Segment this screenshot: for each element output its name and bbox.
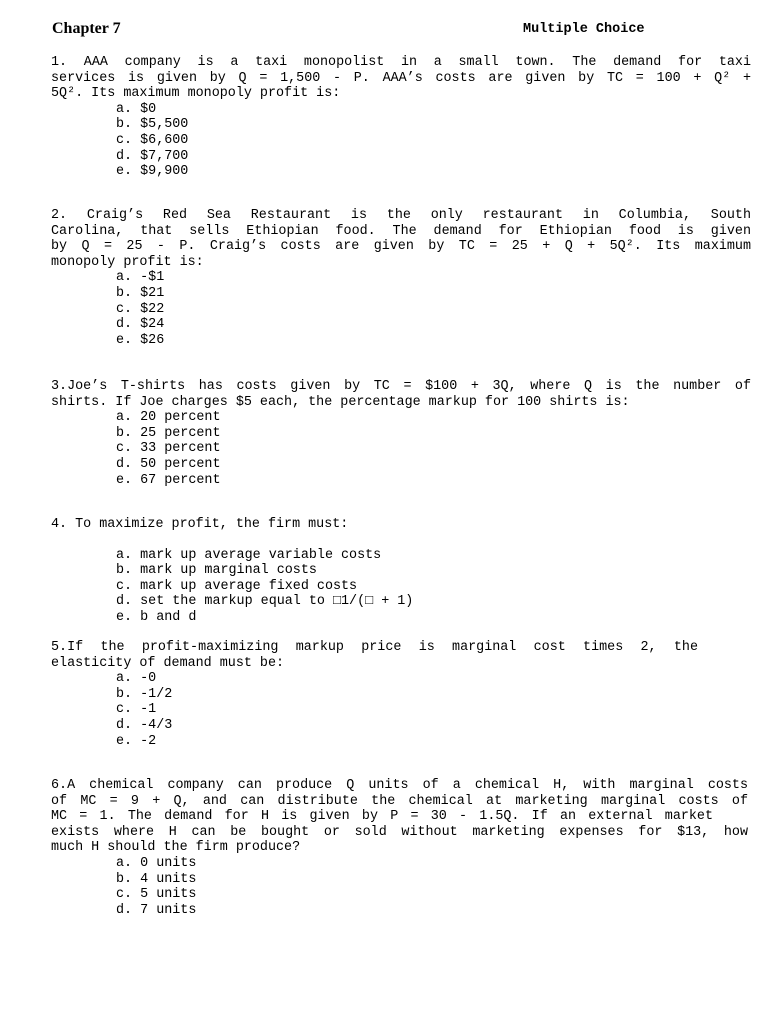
option-b: b. $5,500 [116,117,189,133]
option-d: d. set the markup equal to □1/(□ + 1) [116,594,414,610]
option-d: d. -4/3 [116,717,173,733]
option-a: a. -0 [116,671,157,687]
question-6-options [51,856,748,918]
option-d: d. $7,700 [116,148,189,164]
option-b: b. mark up marginal costs [116,563,317,579]
option-e: e. $9,900 [116,164,189,180]
option-a: a. mark up average variable costs [116,547,382,563]
option-c: c. $6,600 [116,132,189,148]
question-3 [51,379,751,488]
option-b: b. -1/2 [116,686,173,702]
option-d: d. $24 [116,317,165,333]
option-e: e. b and d [116,609,197,625]
question-6-line-5: much H should the firm produce? [51,840,301,856]
question-6-line-4: exists where H can be bought or sold without marketing expenses for $13, how [51,824,748,840]
question-6-line-1: 6.A chemical company can produce Q units of a chemical H, with marginal costs [51,778,748,793]
option-c: c. 5 units [116,887,197,903]
question-4-line-1: 4. To maximize profit, the firm must: [51,517,349,532]
question-6 [51,778,748,918]
question-4-options [51,548,751,626]
question-2-line-1: 2. Craig’s Red Sea Restaurant is the only restaurant in Columbia, South [51,208,751,223]
question-2-line-3: by Q = 25 - P. Craig’s costs are given by TC = 25 + Q + 5Q². Its maximum [51,239,751,255]
option-a: a. $0 [116,101,157,117]
question-5-options [51,671,751,749]
question-6-line-2: of MC = 9 + Q, and can distribute the chemical at marketing marginal costs of [51,793,748,809]
option-a: a. 20 percent [116,410,221,426]
question-5 [51,640,751,749]
chapter-heading: Chapter 7 [52,20,121,37]
question-2-line-2: Carolina, that sells Ethiopian food. The demand for Ethiopian food is given [51,223,751,239]
question-2-line-4: monopoly profit is: [51,254,204,270]
option-c: c. -1 [116,702,157,718]
question-1-options [51,102,751,180]
question-2 [51,208,751,348]
question-3-options [51,410,751,488]
option-a: a. 0 units [116,855,197,871]
option-c: c. $22 [116,301,165,317]
option-d: d. 7 units [116,902,197,918]
question-5-line-2: elasticity of demand must be: [51,655,285,671]
option-a: a. -$1 [116,270,165,286]
question-1 [51,55,751,180]
question-3-line-2: shirts. If Joe charges $5 each, the percentage markup for 100 shirts is: [51,394,630,410]
option-c: c. 33 percent [116,441,221,457]
section-heading: Multiple Choice [523,22,645,37]
question-1-line-2: services is given by Q = 1,500 - P. AAA’s costs are given by TC = 100 + Q² + [51,70,751,86]
option-b: b. $21 [116,285,165,301]
question-4 [51,517,751,626]
question-6-line-3: MC = 1. The demand for H is given by P = 30 - 1.5Q. If an external market [51,809,713,825]
option-b: b. 4 units [116,871,197,887]
option-e: e. 67 percent [116,472,221,488]
question-1-line-3: 5Q². Its maximum monopoly profit is: [51,86,341,102]
option-e: e. -2 [116,733,157,749]
question-1-line-1: 1. AAA company is a taxi monopolist in a small town. The demand for taxi [51,55,751,70]
option-d: d. 50 percent [116,456,221,472]
question-2-options [51,270,751,348]
option-c: c. mark up average fixed costs [116,578,358,594]
option-e: e. $26 [116,332,165,348]
option-b: b. 25 percent [116,425,221,441]
question-3-line-1: 3.Joe’s T-shirts has costs given by TC = $100 + 3Q, where Q is the number of [51,379,751,394]
question-5-line-1: 5.If the profit-maximizing markup price is marginal cost times 2, the [51,640,698,655]
